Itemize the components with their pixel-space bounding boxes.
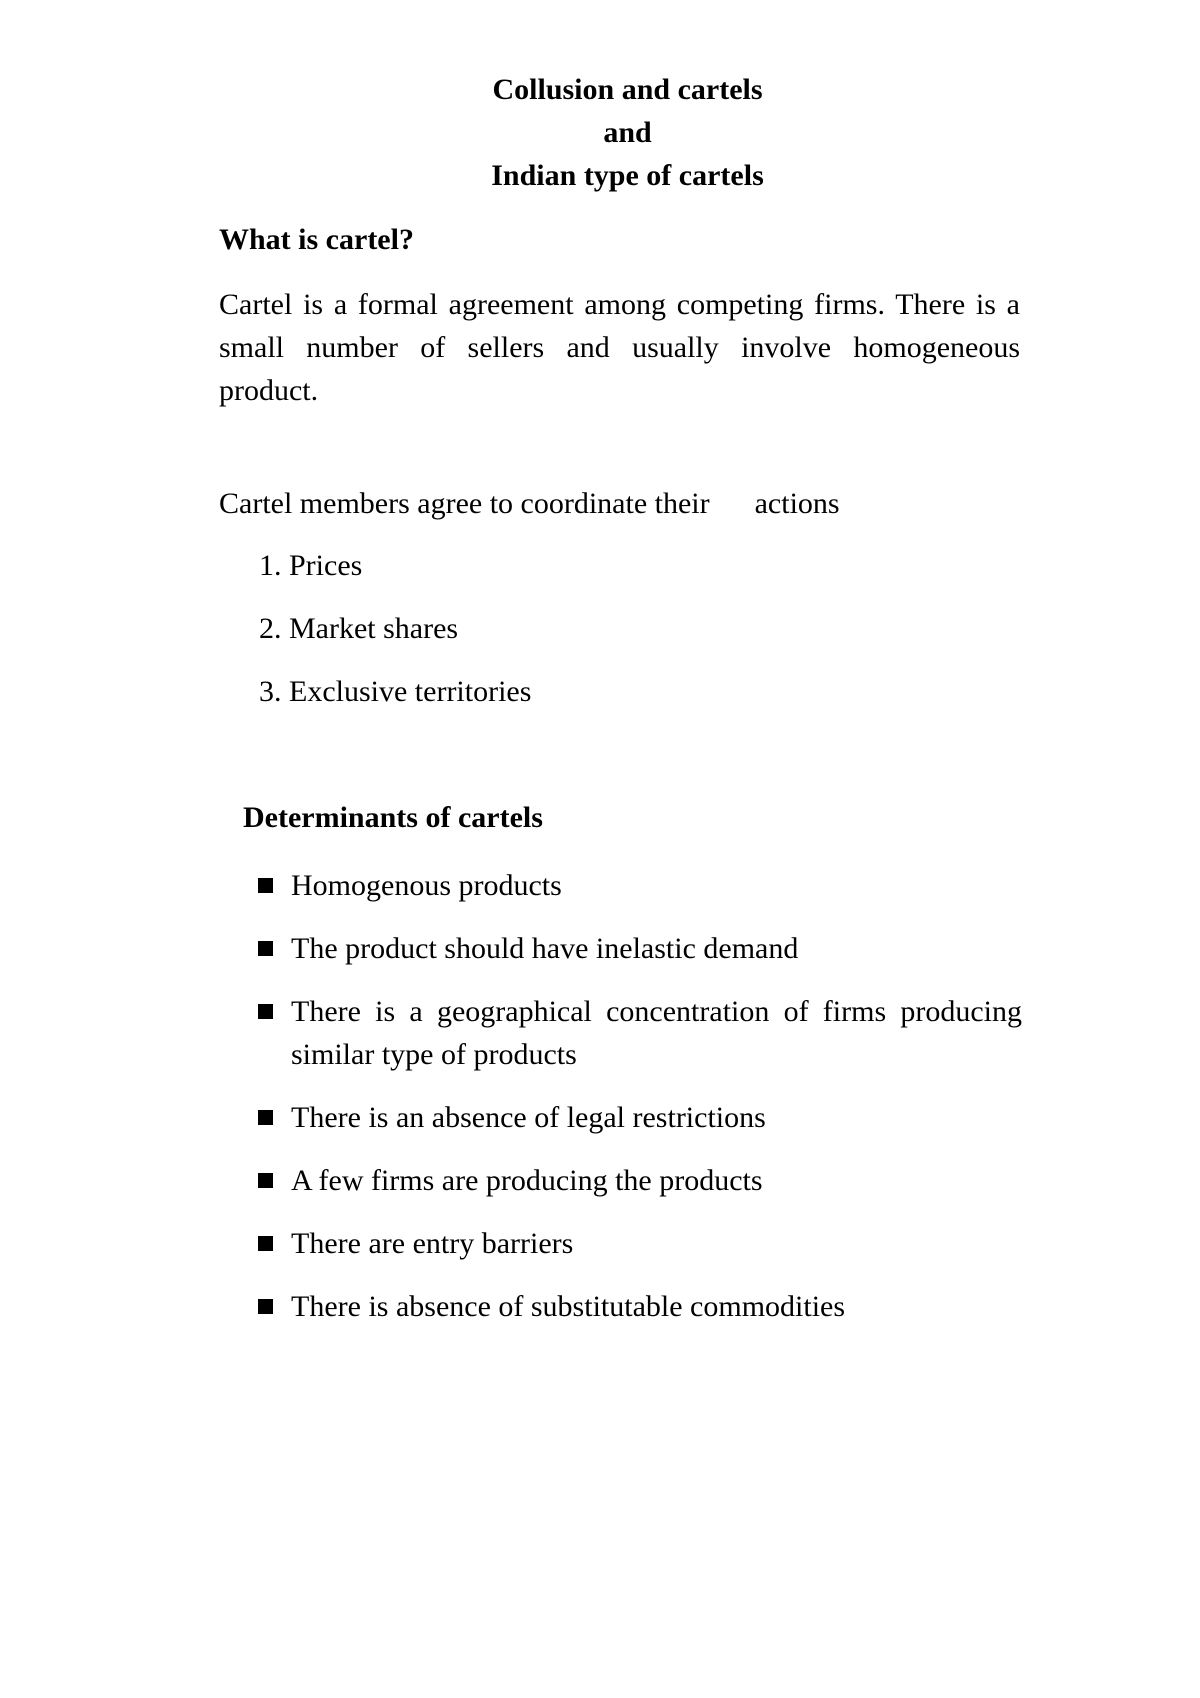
determinants-list bbox=[258, 864, 1022, 1348]
bullet-text: There is absence of substitutable commodities bbox=[291, 1290, 846, 1323]
square-bullet-icon bbox=[258, 1236, 273, 1251]
list-item bbox=[258, 1222, 1022, 1265]
square-bullet-icon bbox=[258, 941, 273, 956]
heading-determinants: Determinants of cartels bbox=[243, 801, 543, 834]
list-item bbox=[258, 990, 1022, 1076]
document-title bbox=[0, 68, 1200, 197]
square-bullet-icon bbox=[258, 1173, 273, 1188]
bullet-text: Homogenous products bbox=[291, 869, 562, 902]
bullet-text: A few firms are producing the products bbox=[291, 1164, 763, 1197]
cartel-members-sentence: Cartel members agree to coordinate their actions bbox=[219, 487, 840, 520]
bullet-text: There is a geographical concentration of firms producing similar type of products bbox=[291, 995, 1022, 1071]
list-item-exclusive-territories: 3. Exclusive territories bbox=[259, 675, 532, 708]
title-line-1: Collusion and cartels bbox=[492, 73, 763, 106]
list-item bbox=[258, 927, 1022, 970]
list-item bbox=[258, 864, 1022, 907]
bullet-text: There are entry barriers bbox=[291, 1227, 574, 1260]
title-line-3: Indian type of cartels bbox=[491, 159, 764, 192]
list-item-prices: 1. Prices bbox=[259, 549, 363, 582]
bullet-text: There is an absence of legal restrictions bbox=[291, 1101, 766, 1134]
heading-what-is-cartel: What is cartel? bbox=[219, 223, 414, 256]
list-item bbox=[258, 1159, 1022, 1202]
square-bullet-icon bbox=[258, 1004, 273, 1019]
bullet-text: The product should have inelastic demand bbox=[291, 932, 799, 965]
title-line-2: and bbox=[603, 116, 652, 149]
square-bullet-icon bbox=[258, 1110, 273, 1125]
square-bullet-icon bbox=[258, 878, 273, 893]
list-item bbox=[258, 1096, 1022, 1139]
cartel-definition-paragraph: Cartel is a formal agreement among competing firms. There is a small number of sellers and usually involve homogeneous product. bbox=[219, 288, 1020, 407]
list-item-market-shares: 2. Market shares bbox=[259, 612, 459, 645]
list-item bbox=[258, 1285, 1022, 1328]
coordination-actions-list bbox=[259, 548, 531, 737]
square-bullet-icon bbox=[258, 1299, 273, 1314]
